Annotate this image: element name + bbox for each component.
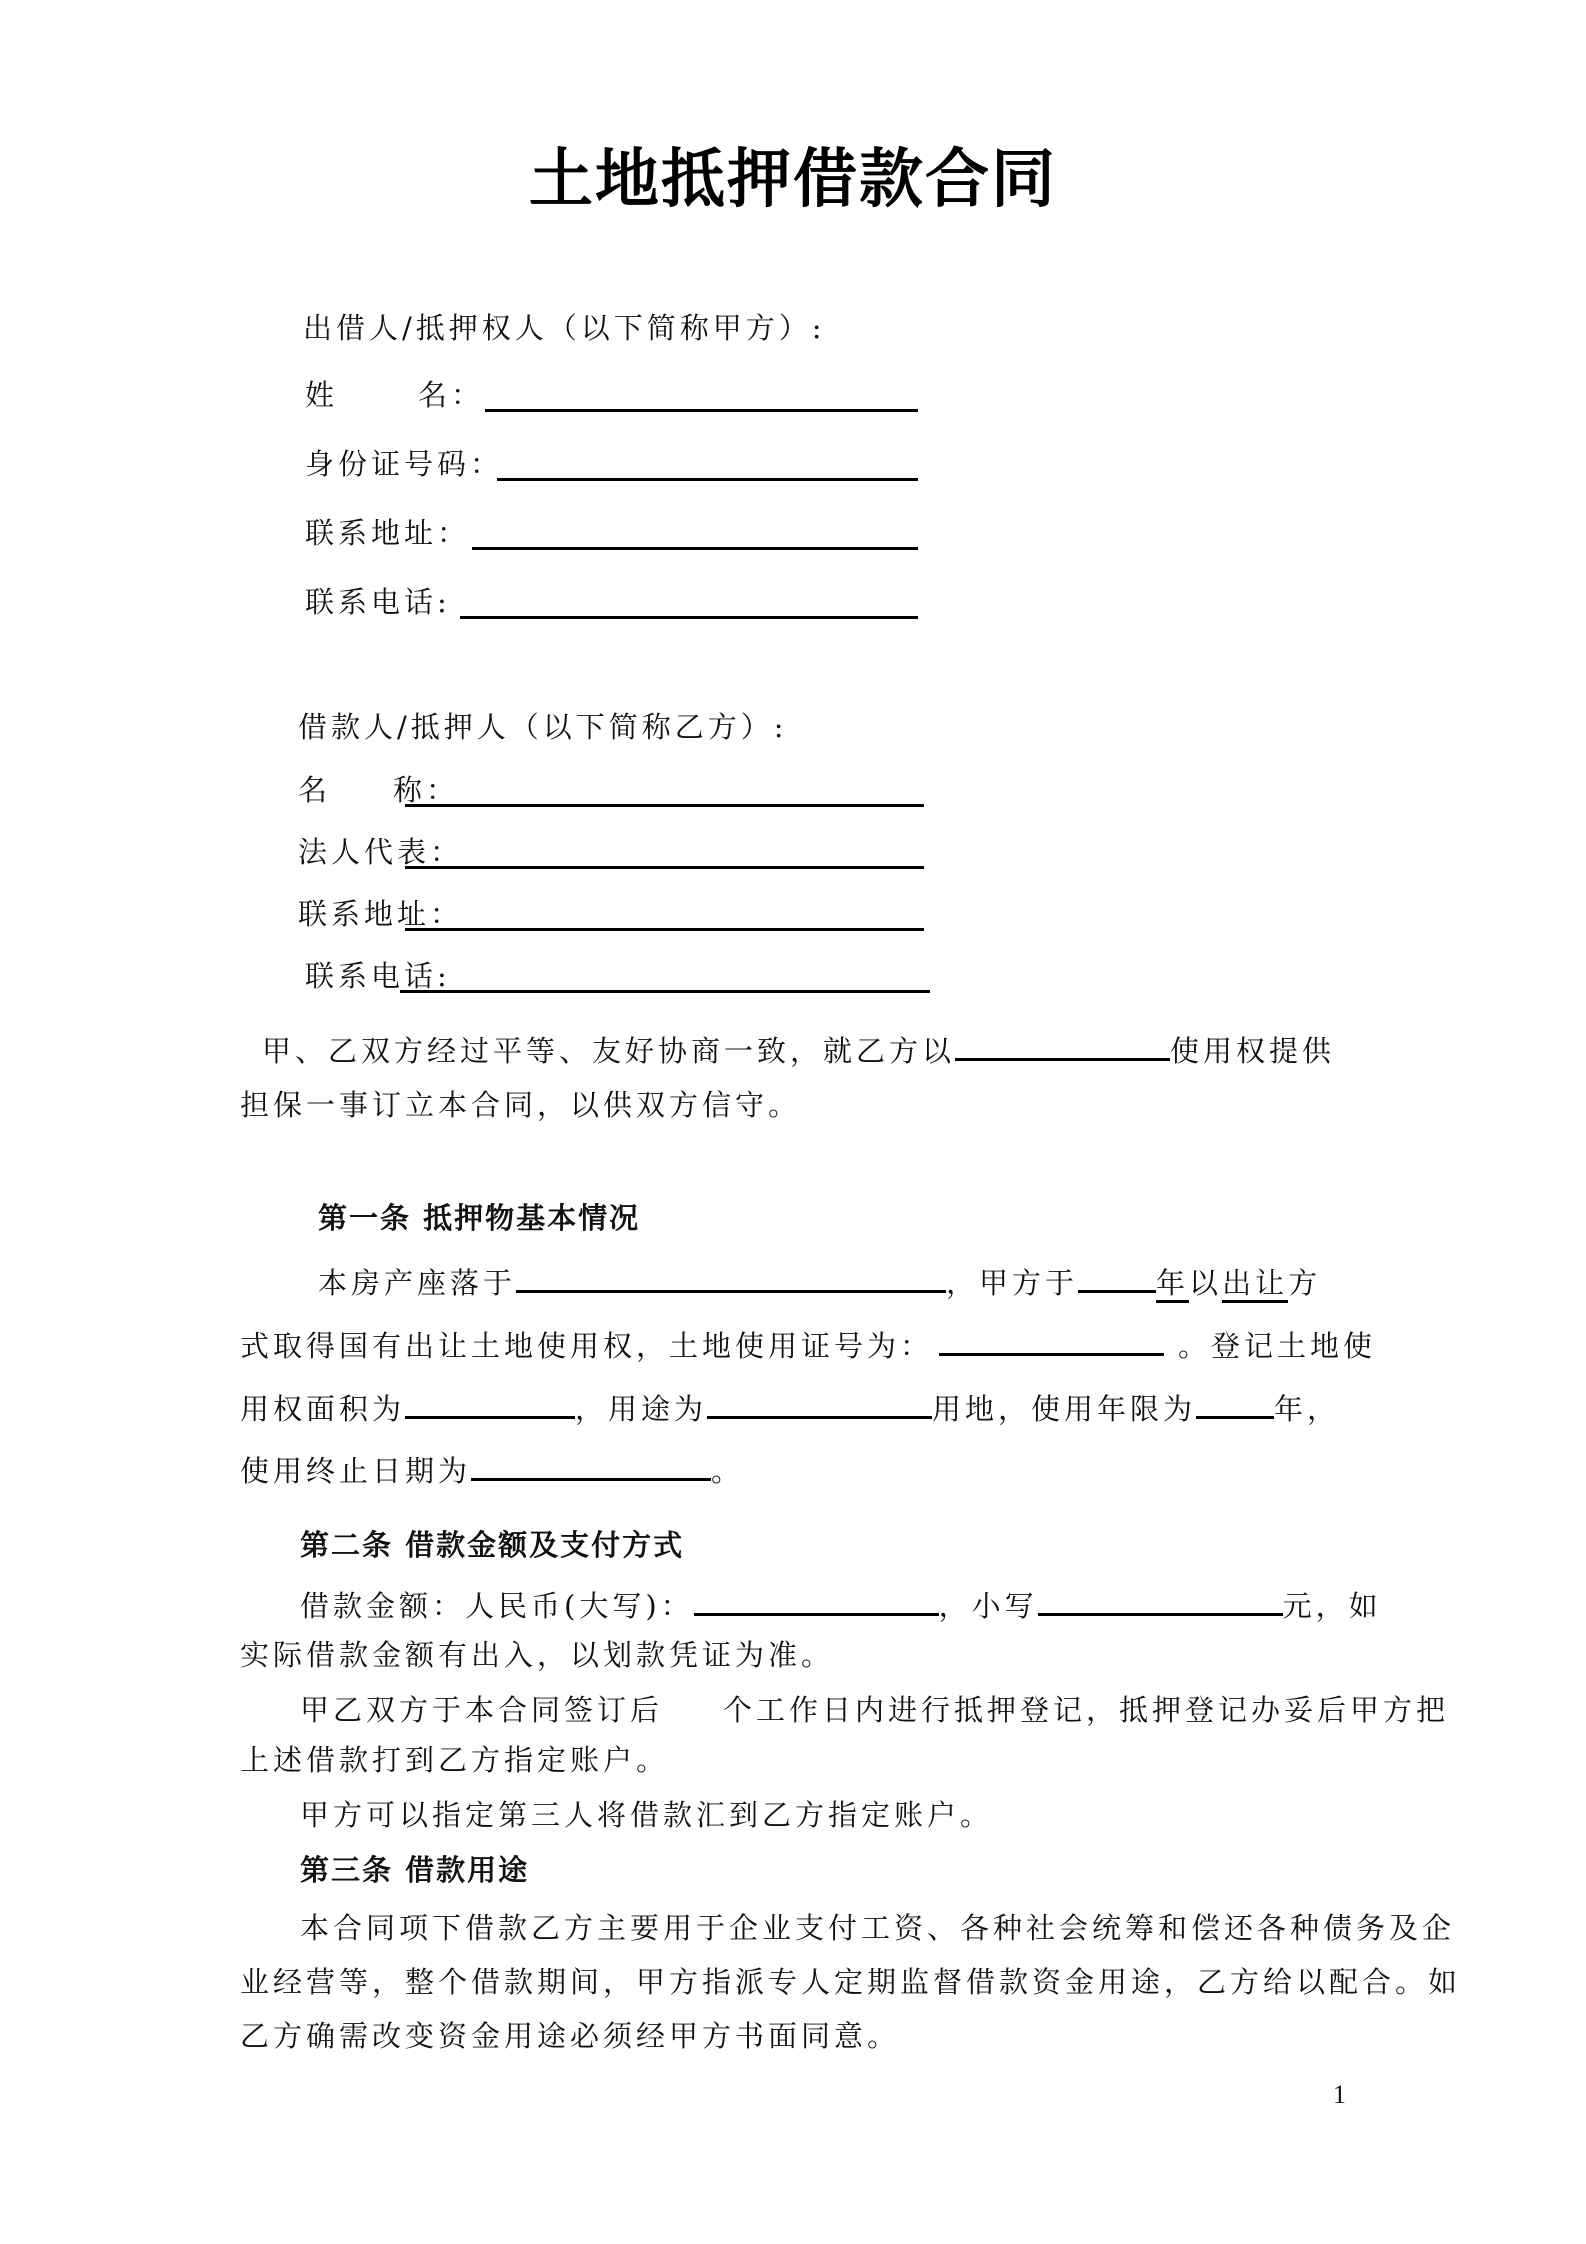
article-2-para-3: 甲方可以指定第三人将借款汇到乙方指定账户。 [300,1798,994,1832]
party-b-phone-field[interactable] [400,962,930,993]
party-a-name-label-first: 姓 [305,378,339,412]
article-1-line-4 [240,1450,744,1491]
preamble-text-after: 使用权提供 [1170,1034,1336,1068]
land-certificate-number-field[interactable] [939,1325,1164,1356]
party-b-legal-rep-label: 法人代表： [298,835,464,869]
article-1-text: 本房产座落于 [318,1266,517,1300]
party-a-phone-field[interactable] [460,588,918,619]
article-3-line-3: 乙方确需改变资金用途必须经甲方书面同意。 [240,2019,901,2053]
article-1-text: 式取得国有出让土地使用权，土地使用证号为： [240,1329,934,1363]
article-1-text: ，用途为 [575,1392,708,1426]
party-b-address-field[interactable] [405,900,924,931]
article-2-text: ，小写 [938,1589,1038,1623]
page-number: 1 [1333,2080,1346,2109]
article-3-heading: 第三条 借款用途 [300,1853,530,1887]
party-b-name-field[interactable] [405,776,924,807]
party-a-phone-label: 联系电话: [305,585,451,619]
party-b-heading: 借款人/抵押人（以下简称乙方）: [298,710,788,744]
article-2-para-2-line-1 [300,1690,1449,1730]
loan-amount-numeric-field[interactable] [1038,1585,1283,1616]
preamble-land-field[interactable] [955,1030,1170,1061]
article-1-text: ，甲方于 [946,1266,1079,1300]
article-2-text: 甲乙双方于本合同签订后 [300,1693,664,1727]
party-a-address-field[interactable] [472,519,918,550]
acquisition-year-field[interactable] [1078,1262,1156,1293]
party-b-address-label: 联系地址： [298,897,464,931]
party-a-address-label: 联系地址： [305,516,471,550]
party-b-phone-label: 联系电话: [305,959,451,993]
article-1-line-1 [318,1262,1321,1303]
use-end-date-field[interactable] [471,1450,711,1481]
party-b-name-label-second: 称： [393,773,460,807]
article-1-line-2 [240,1325,1376,1366]
party-a-name-field[interactable] [485,381,918,412]
party-a-name-row [305,375,484,415]
preamble-text-before: 甲、乙双方经过平等、友好协商一致，就乙方以 [262,1034,956,1068]
party-b-name-label-first: 名 [298,773,332,807]
transfer-method-text: 出让 [1222,1266,1288,1303]
use-term-years-field[interactable] [1196,1388,1274,1419]
party-a-name-label-second: 名： [418,378,485,412]
party-a-id-label: 身份证号码： [305,447,504,481]
preamble-line-1 [262,1030,1335,1071]
loan-amount-uppercase-field[interactable] [694,1585,939,1616]
article-2-text: 个工作日内进行抵押登记，抵押登记办妥后甲方把 [723,1693,1450,1727]
article-1-text: 年， [1274,1392,1341,1426]
article-2-text: 借款金额：人民币(大写)： [300,1589,694,1623]
article-2-heading: 第二条 借款金额及支付方式 [300,1528,685,1562]
document-title: 土地抵押借款合同 [529,142,1057,217]
article-1-heading: 第一条 抵押物基本情况 [318,1201,641,1235]
preamble-line-2: 担保一事订立本合同，以供双方信守。 [240,1088,802,1122]
article-1-line-3 [240,1388,1340,1429]
article-1-text: 方 [1288,1266,1322,1300]
article-1-text: 。登记土地使 [1178,1329,1377,1363]
article-1-text: 。 [711,1454,745,1488]
property-location-field[interactable] [516,1262,946,1293]
party-b-legal-rep-field[interactable] [405,838,924,869]
article-2-line-1 [300,1585,1382,1626]
land-use-field[interactable] [707,1388,932,1419]
article-1-text: 用地，使用年限为 [932,1392,1197,1426]
year-label: 年 [1156,1266,1189,1303]
land-area-field[interactable] [405,1388,575,1419]
article-2-text: 元，如 [1282,1589,1382,1623]
party-a-heading: 出借人/抵押权人（以下简称甲方）: [303,311,826,345]
article-2-line-2: 实际借款金额有出入，以划款凭证为准。 [240,1638,835,1672]
article-3-line-2: 业经营等，整个借款期间，甲方指派专人定期监督借款资金用途，乙方给以配合。如 [240,1965,1462,1999]
article-2-para-2-line-2: 上述借款打到乙方指定账户。 [240,1743,670,1777]
article-1-text: 使用终止日期为 [240,1454,472,1488]
article-1-text: 以 [1189,1266,1223,1300]
article-1-text: 用权面积为 [240,1392,406,1426]
article-3-line-1: 本合同项下借款乙方主要用于企业支付工资、各种社会统筹和偿还各种债务及企 [300,1911,1456,1945]
party-a-id-field[interactable] [497,450,918,481]
